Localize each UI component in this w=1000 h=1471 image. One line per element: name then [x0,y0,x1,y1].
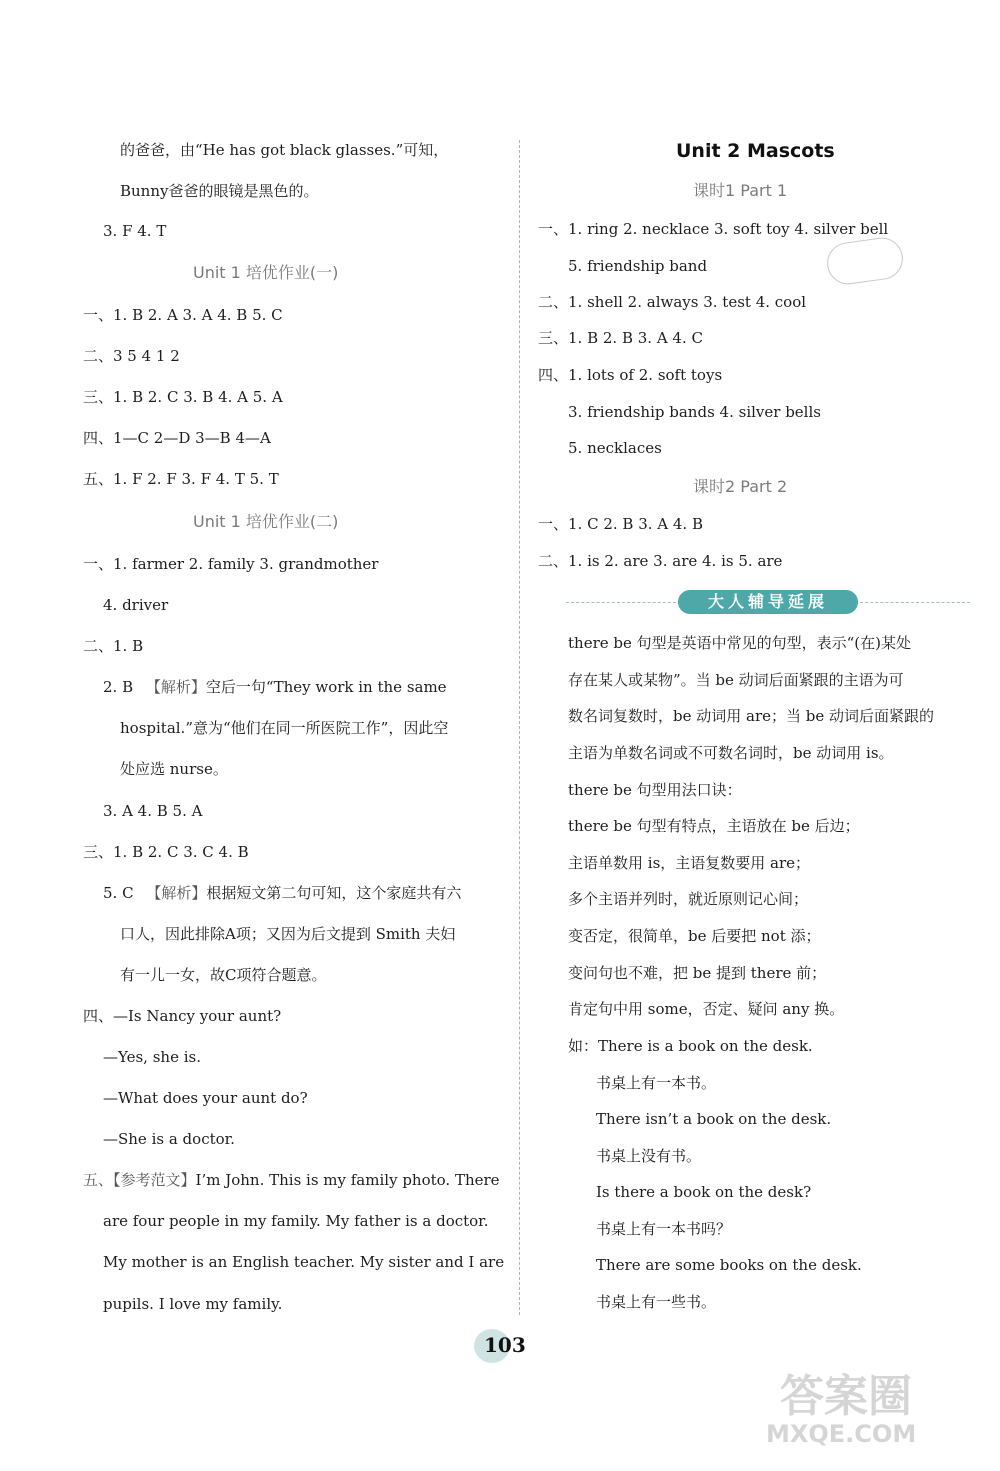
note-line: 数名词复数时，be 动词用 are；当 be 动词后面紧跟的 [568,707,935,725]
answer-line: 四、1—C 2—D 3—B 4—A [83,429,271,447]
answer-line: 二、1. B [83,637,144,655]
banner-rule [860,602,970,603]
explanation-line [103,882,461,904]
answer-line: 4. driver [103,596,169,614]
banner-rule [566,602,676,603]
answer-label: 2. B [103,678,134,696]
example-translation: 书桌上有一本书。 [596,1074,717,1092]
column-divider [519,140,520,1315]
example-line: There are some books on the desk. [596,1256,862,1274]
example-translation: 书桌上有一本书吗？ [596,1220,732,1238]
rhyme-line: 多个主语并列时，就近原则记心间； [568,890,809,908]
text-line: 的爸爸，由“He has got black glasses.”可知， [120,141,449,159]
unit-title: Unit 2 Mascots [676,140,835,162]
rhyme-line: 主语单数用 is，主语复数要用 are； [568,854,811,872]
example-translation: 书桌上没有书。 [596,1147,702,1165]
dialogue-line: —She is a doctor. [103,1130,235,1148]
rhyme-line: there be 句型有特点，主语放在 be 后边； [568,817,860,835]
rhyme-line: 变问句也不难，把 be 提到 there 前； [568,964,827,982]
essay-line: are four people in my family. My father is a doctor. [103,1212,489,1230]
answer-line: 一、1. farmer 2. family 3. grandmother [83,555,379,573]
essay-text: I’m John. This is my family photo. There [195,1171,500,1189]
answer-line: 5. necklaces [568,439,662,457]
text-line: 有一儿一女，故C项符合题意。 [120,966,327,984]
section-heading: 课时2 Part 2 [693,477,788,496]
example-translation: 书桌上有一些书。 [596,1293,717,1311]
dialogue-line: —Yes, she is. [103,1048,201,1066]
answer-line: 三、1. B 2. B 3. A 4. C [538,329,703,347]
example-line: There isn’t a book on the desk. [596,1110,832,1128]
essay-line: pupils. I love my family. [103,1295,283,1313]
answer-line: 3. F 4. T [103,222,167,240]
note-line: there be 句型是英语中常见的句型，表示“(在)某处 [568,634,912,652]
explanation-text: 根据短文第二句可知，这个家庭共有六 [206,884,462,902]
answer-line: 3. friendship bands 4. silver bells [568,403,821,421]
analysis-tag: 【解析】 [145,678,206,696]
rhyme-line: 变否定，很简单，be 后要把 not 添； [568,927,821,945]
answer-label: 5. C [103,884,134,902]
answer-line: 三、1. B 2. C 3. B 4. A 5. A [83,388,283,406]
note-line: 主语为单数名词或不可数名词时，be 动词用 is。 [568,744,894,762]
answer-line: 一、1. ring 2. necklace 3. soft toy 4. silver bell [538,220,889,238]
text-line: Bunny爸爸的眼镜是黑色的。 [120,182,319,200]
watermark-url: MXQE.COM [766,1420,917,1448]
note-line: 存在某人或某物”。当 be 动词后面紧跟的主语为可 [568,671,904,689]
essay-line [83,1169,500,1191]
text-line: 口人，因此排除A项；又因为后文提到 Smith 夫妇 [120,925,456,943]
essay-line: My mother is an English teacher. My sister and I are [103,1253,505,1271]
dialogue-line: 四、—Is Nancy your aunt? [83,1007,282,1025]
explanation-text: 空后一句“They work in the same [205,678,447,696]
tutoring-extension-banner [566,590,970,616]
text-line: hospital.”意为“他们在同一所医院工作”，因此空 [120,719,449,737]
example-line: Is there a book on the desk? [596,1183,812,1201]
watermark-text: 答案圈 [780,1371,912,1422]
answer-line: 三、1. B 2. C 3. C 4. B [83,843,249,861]
answer-line: 5. friendship band [568,257,708,275]
answer-line: 二、1. shell 2. always 3. test 4. cool [538,293,807,311]
answer-line: 二、3 5 4 1 2 [83,347,180,365]
page-number [472,1325,544,1369]
sample-essay-tag: 五、【参考范文】 [83,1171,196,1189]
watermark-logo [760,1360,990,1460]
stamp-mark [824,235,905,287]
dialogue-line: —What does your aunt do? [103,1089,308,1107]
banner-label: 大人辅导延展 [678,590,858,614]
note-line: there be 句型用法口诀： [568,781,742,799]
section-heading: Unit 1 培优作业(一) [193,263,339,282]
answer-line: 一、1. C 2. B 3. A 4. B [538,515,703,533]
section-heading: 课时1 Part 1 [693,181,788,200]
analysis-tag: 【解析】 [146,884,207,902]
text-line: 处应选 nurse。 [120,760,228,778]
rhyme-line: 肯定句中用 some，否定、疑问 any 换。 [568,1000,845,1018]
page-number-text: 103 [484,1333,526,1357]
example-line: 如：There is a book on the desk. [568,1037,813,1055]
explanation-line [103,676,447,698]
answer-line: 3. A 4. B 5. A [103,802,203,820]
answer-line: 二、1. is 2. are 3. are 4. is 5. are [538,552,783,570]
answer-line: 一、1. B 2. A 3. A 4. B 5. C [83,306,283,324]
section-heading: Unit 1 培优作业(二) [193,512,339,531]
answer-line: 五、1. F 2. F 3. F 4. T 5. T [83,470,279,488]
answer-line: 四、1. lots of 2. soft toys [538,366,723,384]
